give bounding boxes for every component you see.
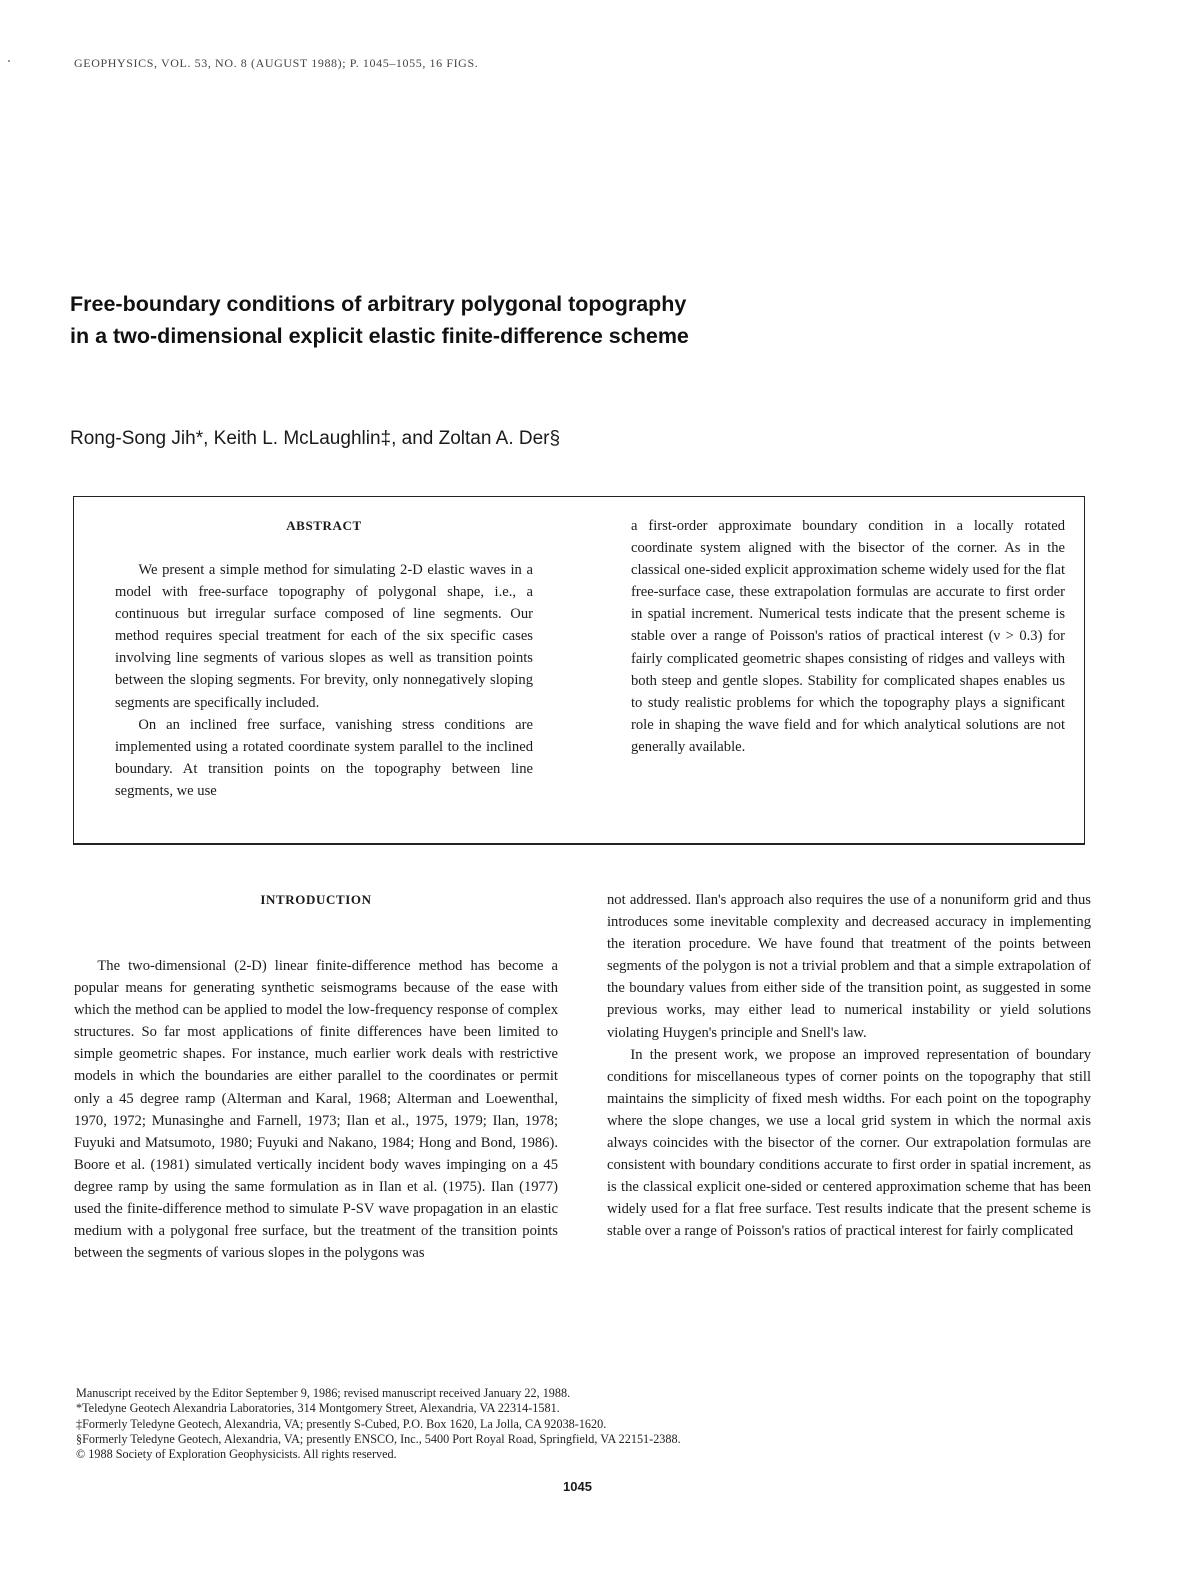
body-paragraph: not addressed. Ilan's approach also requires the use of a nonuniform grid and thus introduces some inevitable complexity and decreased accuracy in implementing the iteration procedure. We have found that treatment of the points between segments of the polygon is not a trivial problem and that a simple extrapolation of the boundary values from either side of the transition point, as suggested in some previous works, may either lead to numerical instability or yield solutions violating Huygen's principle and Snell's law. bbox=[607, 892, 1091, 1041]
title-line-1: Free-boundary conditions of arbitrary polygonal topography bbox=[70, 292, 687, 316]
page-number: 1045 bbox=[563, 1479, 592, 1494]
body-paragraph: The two-dimensional (2-D) linear finite-difference method has become a popular means for generating synthetic seismograms because of the ease with which the method can be applied to model the low-frequency response of complex structures. So far most applications of finite differences have been limited to simple geometric shapes. For instance, much earlier work deals with restrictive models in which the boundaries are either parallel to the coordinates or permit only a 45 degree ramp (Alterman and Karal, 1968; Alterman and Loewenthal, 1970, 1972; Munasinghe and Farnell, 1973; Ilan et al., 1975, 1979; Ilan, 1978; Fuyuki and Matsumoto, 1980; Fuyuki and Nakano, 1984; Hong and Bond, 1986). Boore et al. (1981) simulated vertically incident body waves impinging on a 45 degree ramp by using the same formulation as in Ilan et al. (1975). Ilan (1977) used the finite-difference method to simulate P-SV wave propagation in an elastic medium with a polygonal free surface, but the treatment of the transition points between the segments of various slopes in the polygons was bbox=[74, 958, 558, 1262]
title-line-2: in a two-dimensional explicit elastic finite-difference scheme bbox=[70, 324, 689, 348]
abstract-right-column bbox=[631, 515, 1065, 758]
paper-title bbox=[70, 288, 689, 352]
abstract-paragraph: On an inclined free surface, vanishing stress conditions are implemented using a rotated coordinate system parallel to the inclined boundary. At transition points on the topography between line segments, we use bbox=[115, 716, 533, 799]
body-paragraph: In the present work, we propose an improved representation of boundary conditions for miscellaneous types of corner points on the topography that still maintains the simplicity of fixed mesh widths. For each point on the topography where the slope changes, we use a local grid system in which the normal axis always coincides with the bisector of the corner. Our extrapolation formulas are consistent with boundary conditions accurate to first order in spatial increment, as is the classical explicit one-sided or centered approximation scheme that has been widely used for a flat free surface. Test results indicate that the present scheme is stable over a range of Poisson's ratios of practical interest for fairly complicated bbox=[607, 1046, 1091, 1240]
author-list: Rong-Song Jih*, Keith L. McLaughlin‡, and Zoltan A. Der§ bbox=[70, 428, 561, 449]
abstract-left-column bbox=[115, 515, 533, 802]
footnote-affiliation: *Teledyne Geotech Alexandria Laboratories, 314 Montgomery Street, Alexandria, VA 22314-1581. bbox=[76, 1401, 560, 1416]
journal-header: GEOPHYSICS, VOL. 53, NO. 8 (AUGUST 1988); P. 1045–1055, 16 FIGS. bbox=[74, 56, 479, 70]
footnote-affiliation: ‡Formerly Teledyne Geotech, Alexandria, VA; presently S-Cubed, P.O. Box 1620, La Jolla, CA 92038-1620. bbox=[76, 1416, 607, 1431]
footnote-copyright: © 1988 Society of Exploration Geophysicists. All rights reserved. bbox=[76, 1447, 397, 1462]
footnotes bbox=[76, 1386, 681, 1462]
scan-speck bbox=[8, 60, 10, 62]
introduction-left-column bbox=[74, 889, 558, 1264]
abstract-paragraph: a first-order approximate boundary condition in a locally rotated coordinate system aligned with the bisector of the corner. As in the classical one-sided explicit approximation scheme widely used for the flat free-surface case, these extrapolation formulas are accurate to first order in spatial increment. Numerical tests indicate that the present scheme is stable over a range of Poisson's ratios of practical interest (ν > 0.3) for fairly complicated geometric shapes consisting of ridges and valleys with both steep and gentle slopes. Stability for complicated shapes enables us to study realistic problems for which the topography plays a significant role in shaping the wave field and for which analytical solutions are not generally available. bbox=[631, 518, 1065, 755]
introduction-right-column bbox=[607, 889, 1091, 1243]
abstract-heading: ABSTRACT bbox=[286, 518, 362, 533]
introduction-heading: INTRODUCTION bbox=[260, 892, 372, 907]
abstract-paragraph: We present a simple method for simulating 2-D elastic waves in a model with free-surface topography of polygonal shape, i.e., a continuous but irregular surface composed of line segments. Our method requires special treatment for each of the six specific cases involving line segments of various slopes as well as transition points between the sloping segments. For brevity, only nonnegatively sloping segments are specifically included. bbox=[115, 562, 533, 711]
footnote-affiliation: §Formerly Teledyne Geotech, Alexandria, VA; presently ENSCO, Inc., 5400 Port Royal Road, Springfield, VA 22151-2388. bbox=[76, 1431, 681, 1446]
footnote-received: Manuscript received by the Editor September 9, 1986; revised manuscript received January 22, 1988. bbox=[76, 1386, 571, 1400]
